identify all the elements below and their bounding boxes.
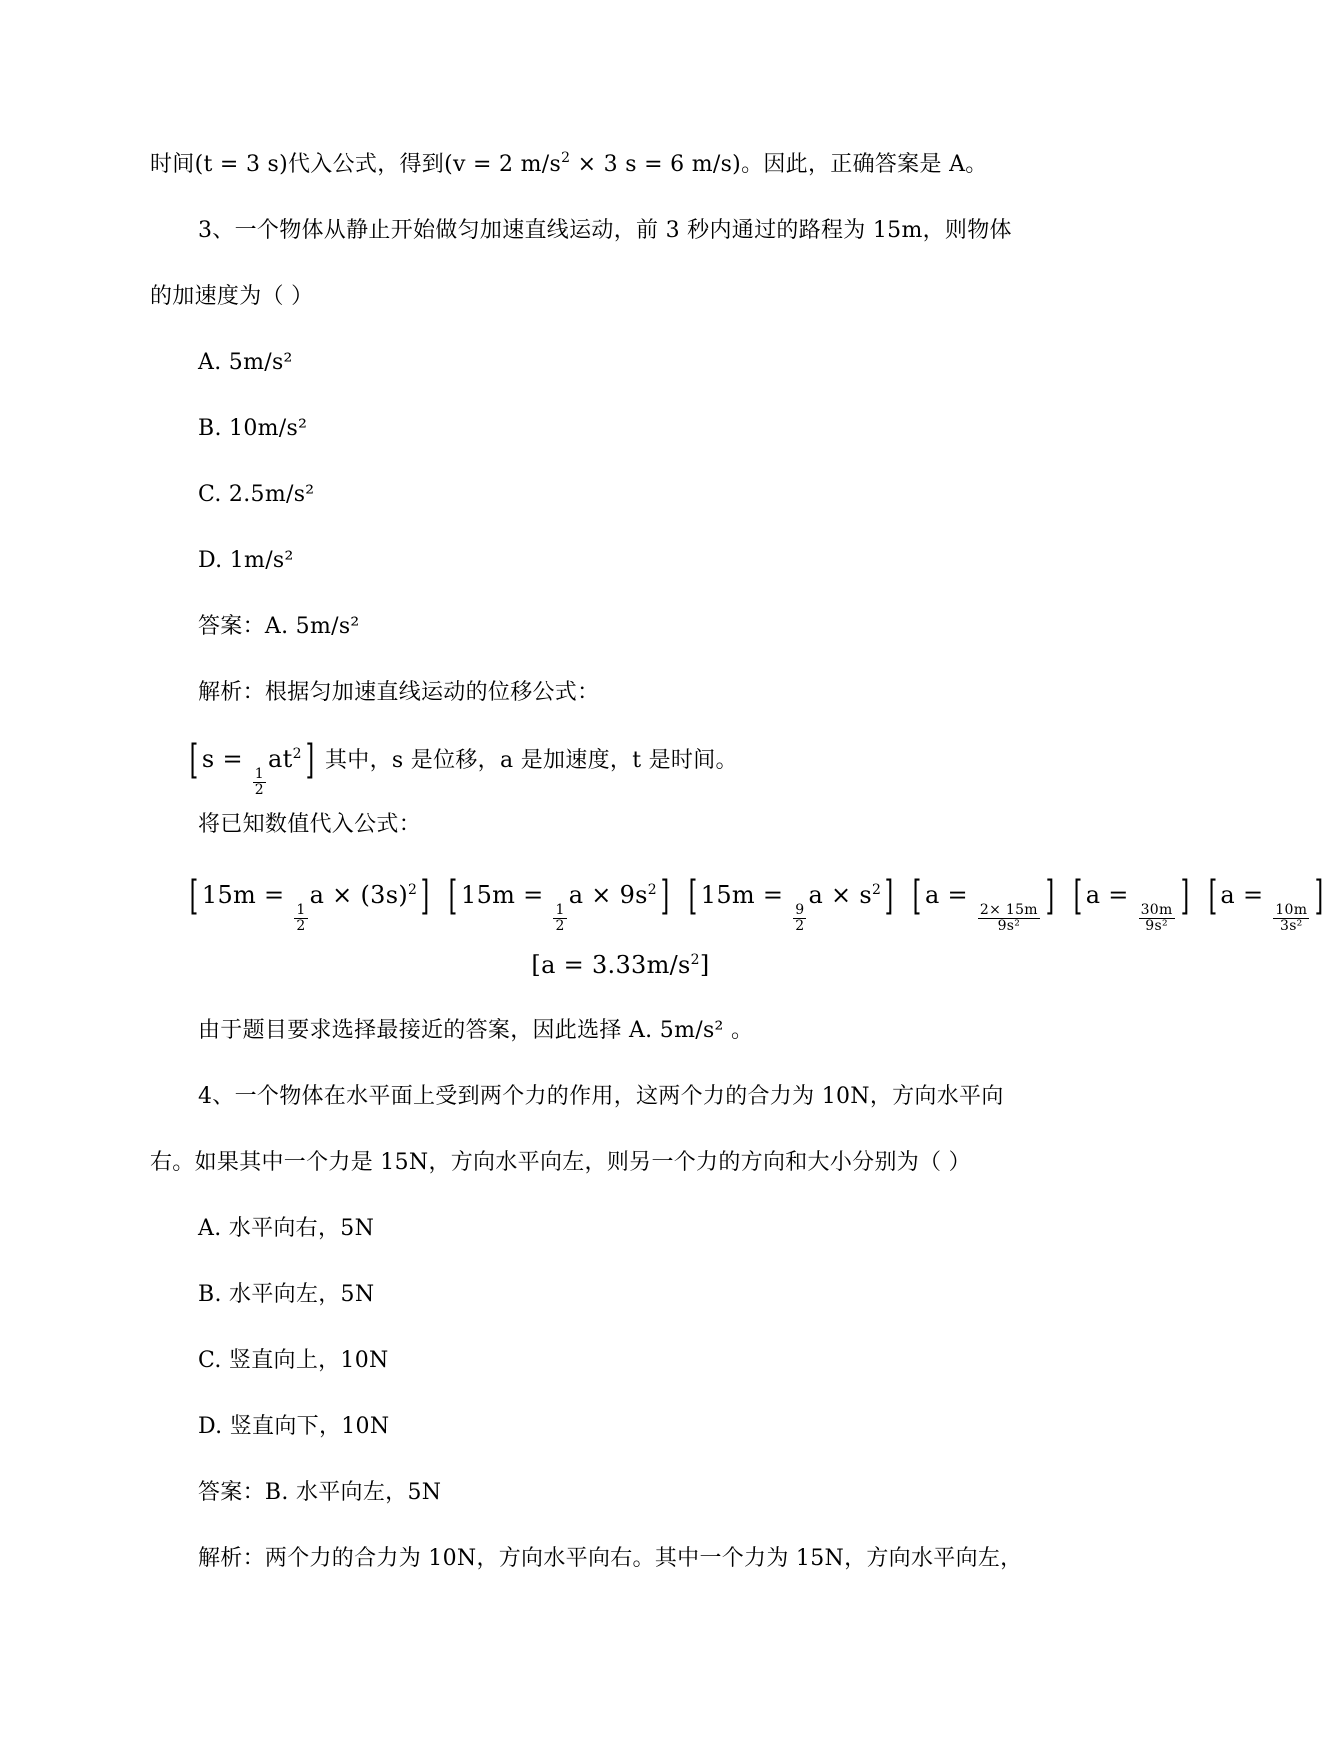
equation-2 — [445, 873, 673, 934]
answer: 答案：B. 水平向左，5N — [198, 1480, 442, 1505]
fraction — [1273, 903, 1309, 934]
question-4-stem-line-2: 右。如果其中一个力是 15N，方向水平向左，则另一个力的方向和大小分别为（ ） — [150, 1150, 971, 1175]
left-bracket: [ — [1208, 873, 1217, 919]
right-bracket: ] — [1180, 873, 1189, 919]
fraction-numerator: 1 — [555, 902, 565, 918]
equation-5 — [1070, 873, 1193, 934]
fraction — [253, 767, 266, 798]
fraction-denominator: 2 — [555, 918, 565, 934]
left-bracket: [ — [189, 737, 199, 783]
fraction — [553, 903, 566, 934]
right-bracket: ] — [660, 873, 670, 919]
substitute-intro: 将已知数值代入公式： — [198, 812, 422, 837]
fraction-denominator: 3s² — [1279, 918, 1303, 934]
fraction-numerator: 2× 15m — [979, 902, 1038, 918]
fraction-denominator: 2 — [296, 918, 306, 934]
fraction-denominator: 9s² — [1145, 918, 1168, 934]
left-bracket: [ — [448, 873, 458, 919]
superscript: 2 — [292, 746, 302, 762]
eq-lhs: a = — [1220, 881, 1272, 909]
equation-1 — [186, 873, 433, 934]
option-a: A. 5m/s² — [198, 350, 293, 375]
right-bracket: ] — [1045, 873, 1055, 919]
right-bracket: ] — [420, 873, 430, 919]
fraction-numerator: 10m — [1275, 902, 1308, 918]
line-text: 时间(t = 3 s)代入公式，得到(v = 2 m/s — [150, 152, 562, 177]
eq-rhs: a × (3s) — [309, 881, 408, 909]
text-line — [150, 150, 988, 180]
option-b: B. 10m/s² — [198, 416, 308, 441]
question-3-stem-line-1: 3、一个物体从静止开始做匀加速直线运动，前 3 秒内通过的路程为 15m，则物体 — [198, 218, 1012, 243]
equation-4 — [909, 873, 1058, 934]
option-b: B. 水平向左，5N — [198, 1282, 375, 1307]
equation-row — [186, 873, 1327, 934]
eq-lhs: 15m = — [461, 881, 552, 909]
result-equation — [0, 950, 1241, 982]
formula-lhs: s = — [201, 745, 251, 773]
option-a: A. 水平向右，5N — [198, 1216, 375, 1241]
fraction-numerator: 9 — [795, 902, 805, 918]
superscript: 2 — [407, 882, 418, 898]
analysis-intro: 解析：根据匀加速直线运动的位移公式： — [198, 680, 600, 705]
left-bracket: [ — [1073, 873, 1083, 919]
formula-rhs: at — [268, 745, 293, 773]
eq-lhs: 15m = — [700, 881, 792, 909]
fraction-numerator: 1 — [254, 766, 265, 782]
result-text: [a = 3.33m/s — [531, 951, 691, 979]
eq-lhs: a = — [1085, 881, 1137, 909]
fraction — [978, 903, 1040, 934]
fraction — [793, 903, 806, 934]
eq-rhs: a × 9s — [568, 881, 648, 909]
left-bracket: [ — [912, 873, 922, 919]
analysis: 解析：两个力的合力为 10N，方向水平向右。其中一个力为 15N，方向水平向左， — [198, 1546, 1023, 1571]
line-text: × 3 s = 6 m/s)。因此，正确答案是 A。 — [570, 152, 988, 177]
eq-lhs: a = — [925, 881, 976, 909]
result-text: ] — [699, 951, 710, 979]
right-bracket: ] — [1314, 873, 1324, 919]
option-c: C. 竖直向上，10N — [198, 1348, 389, 1373]
fraction-denominator: 9s² — [997, 918, 1021, 934]
left-bracket: [ — [688, 873, 698, 919]
option-d: D. 竖直向下，10N — [198, 1414, 390, 1439]
fraction — [294, 903, 307, 934]
option-d: D. 1m/s² — [198, 548, 294, 573]
fraction-denominator: 2 — [254, 782, 265, 798]
equation-3 — [685, 873, 897, 934]
question-3-stem-line-2: 的加速度为（ ） — [150, 284, 314, 309]
eq-rhs: a × s — [808, 881, 872, 909]
fraction — [1139, 903, 1175, 934]
superscript: 2 — [561, 150, 571, 166]
superscript: 2 — [871, 882, 882, 898]
superscript: 2 — [690, 952, 700, 968]
formula-note: 其中，s 是位移，a 是加速度，t 是时间。 — [317, 748, 738, 773]
option-c: C. 2.5m/s² — [198, 482, 315, 507]
eq-lhs: 15m = — [201, 881, 293, 909]
fraction-numerator: 30m — [1140, 902, 1173, 918]
left-bracket: [ — [189, 873, 199, 919]
right-bracket: ] — [884, 873, 894, 919]
fraction-denominator: 2 — [795, 918, 805, 934]
superscript: 2 — [647, 882, 657, 898]
fraction-numerator: 1 — [296, 902, 306, 918]
conclusion: 由于题目要求选择最接近的答案，因此选择 A. 5m/s² 。 — [198, 1018, 754, 1043]
question-4-stem-line-1: 4、一个物体在水平面上受到两个力的作用，这两个力的合力为 10N，方向水平向 — [198, 1084, 1004, 1109]
answer: 答案：A. 5m/s² — [198, 614, 360, 639]
right-bracket: ] — [305, 737, 315, 783]
displacement-formula — [186, 737, 738, 798]
equation-6 — [1205, 873, 1327, 934]
